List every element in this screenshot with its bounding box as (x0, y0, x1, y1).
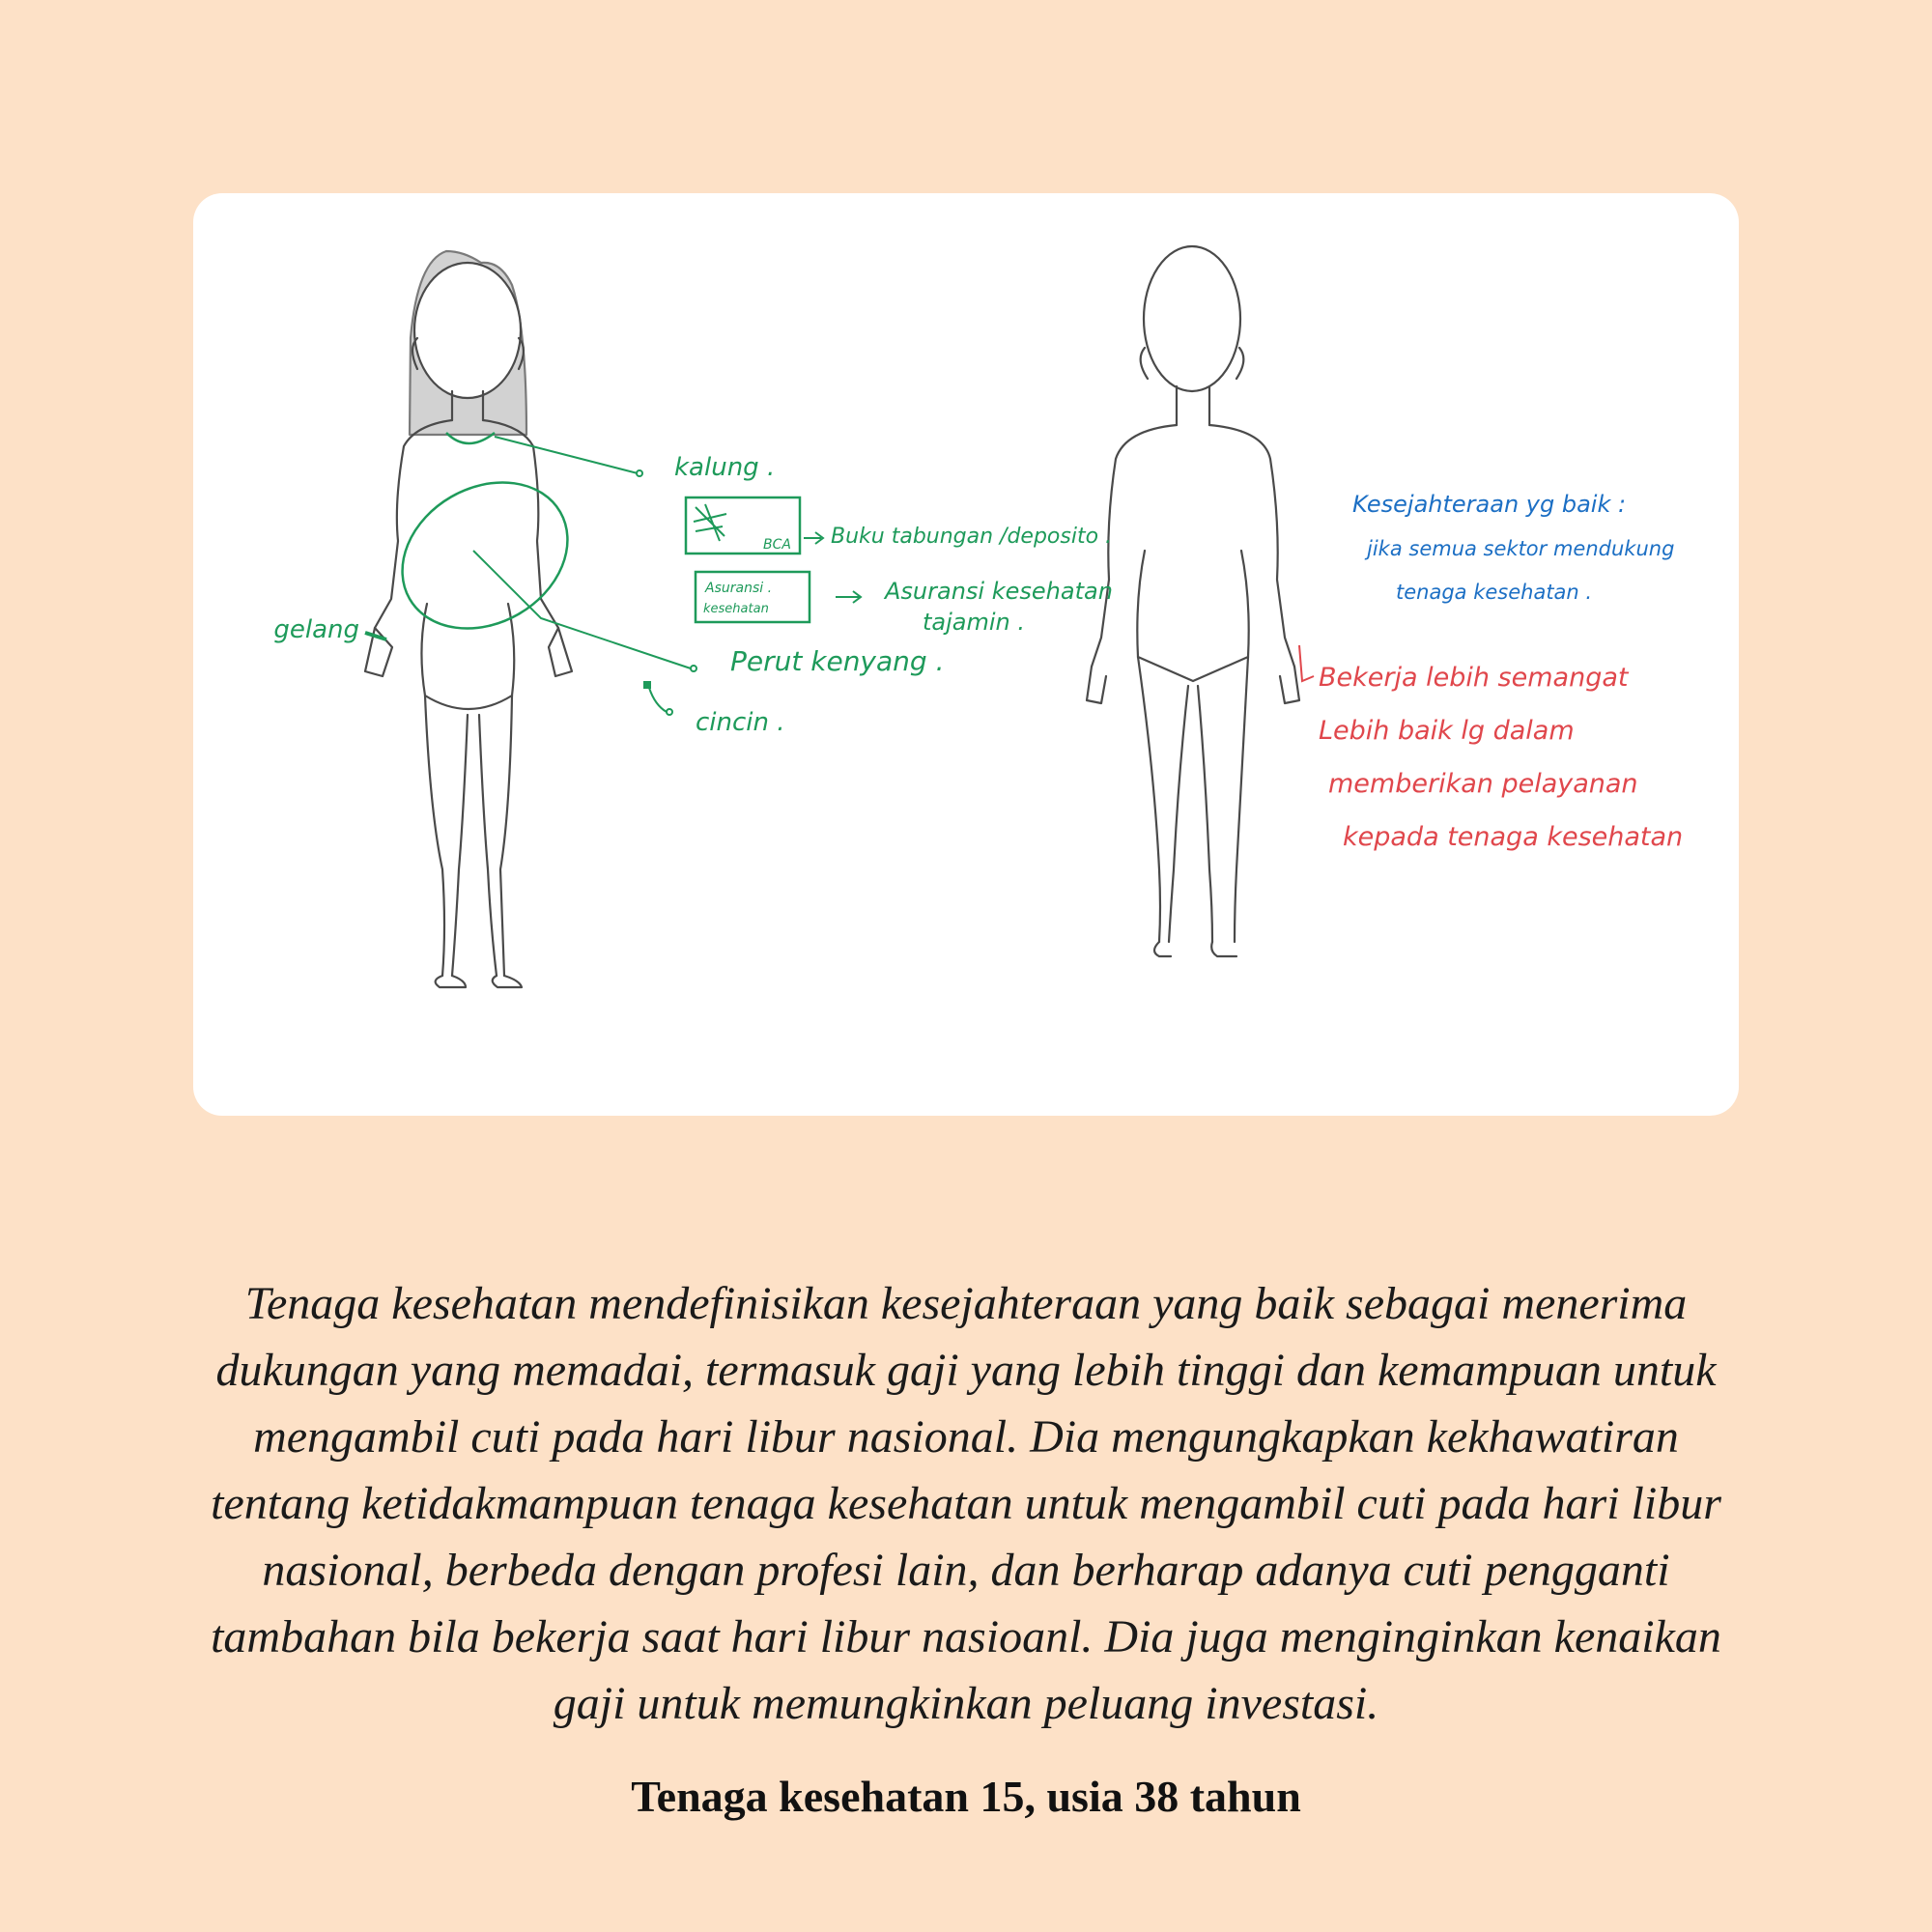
blue-note-line1: Kesejahteraan yg baik : (1352, 491, 1627, 518)
ring-leader (649, 688, 667, 712)
necklace-dot (637, 470, 642, 476)
red-leader (1299, 645, 1314, 681)
bankbook-arrow (804, 532, 823, 544)
male-legs (1138, 657, 1248, 942)
sketch-card (193, 193, 1739, 1116)
blue-annotations (1352, 491, 1674, 604)
body-map-sketch (193, 193, 1739, 1116)
female-legs (425, 696, 512, 976)
necklace-leader (495, 437, 638, 473)
male-hands (1087, 667, 1299, 703)
stomach-circle (376, 453, 594, 657)
red-note-line3: memberikan pelayanan (1328, 769, 1638, 799)
bankbook-box-label: BCA (763, 537, 791, 553)
male-torso (1092, 425, 1294, 667)
female-head (414, 263, 521, 398)
bracelet-label: gelang (273, 615, 359, 644)
male-head (1144, 246, 1240, 391)
female-feet (436, 976, 522, 987)
stomach-dot (691, 666, 696, 671)
insurance-arrow (836, 591, 861, 603)
female-torso (375, 420, 558, 628)
red-note-line4: kepada tenaga kesehatan (1343, 822, 1684, 852)
bankbook-hatch (694, 504, 726, 541)
ring-label: cincin . (696, 708, 785, 737)
stomach-leader (473, 551, 691, 668)
stomach-label: Perut kenyang . (730, 645, 945, 677)
female-right-hand (549, 628, 572, 676)
attribution-text: Tenaga kesehatan 15, usia 38 tahun (631, 1772, 1301, 1821)
insurance-box-line1: Asuransi . (705, 581, 773, 596)
male-figure (1087, 246, 1299, 956)
red-note-line2: Lebih baik lg dalam (1319, 716, 1575, 746)
insurance-label-1: Asuransi kesehatan (885, 578, 1113, 605)
blue-note-line2: jika semua sektor mendukung (1367, 537, 1675, 560)
blue-note-line3: tenaga kesehatan . (1396, 581, 1593, 604)
caption-text: Tenaga kesehatan mendefinisikan kesejahteraan yang baik sebagai menerima dukungan yang memadai, termasuk gaji yang lebih tinggi dan kemampuan untuk mengambil cuti pada hari libur nasional. Dia mengungkapkan kekhawatiran tentang ketidakmampuan tenaga kesehatan untuk mengambil cuti pada hari libur nasional, berbeda dengan profesi lain, dan berharap adanya cuti pengganti tambahan bila bekerja saat hari libur nasioanl. Dia juga menginginkan kenaikan gaji untuk memungkinkan peluang investasi. (211, 1278, 1721, 1729)
insurance-box-line2: kesehatan (703, 602, 769, 616)
male-feet (1154, 942, 1236, 956)
red-annotations (1299, 645, 1683, 852)
insurance-label-2: tajamin . (923, 609, 1026, 636)
female-hips (421, 604, 514, 709)
bankbook-label: Buku tabungan /deposito . (831, 525, 1113, 549)
necklace-label: kalung . (674, 453, 776, 482)
male-hips (1137, 551, 1248, 681)
red-note-line1: Bekerja lebih semangat (1319, 663, 1629, 693)
ring-dot (667, 709, 672, 715)
